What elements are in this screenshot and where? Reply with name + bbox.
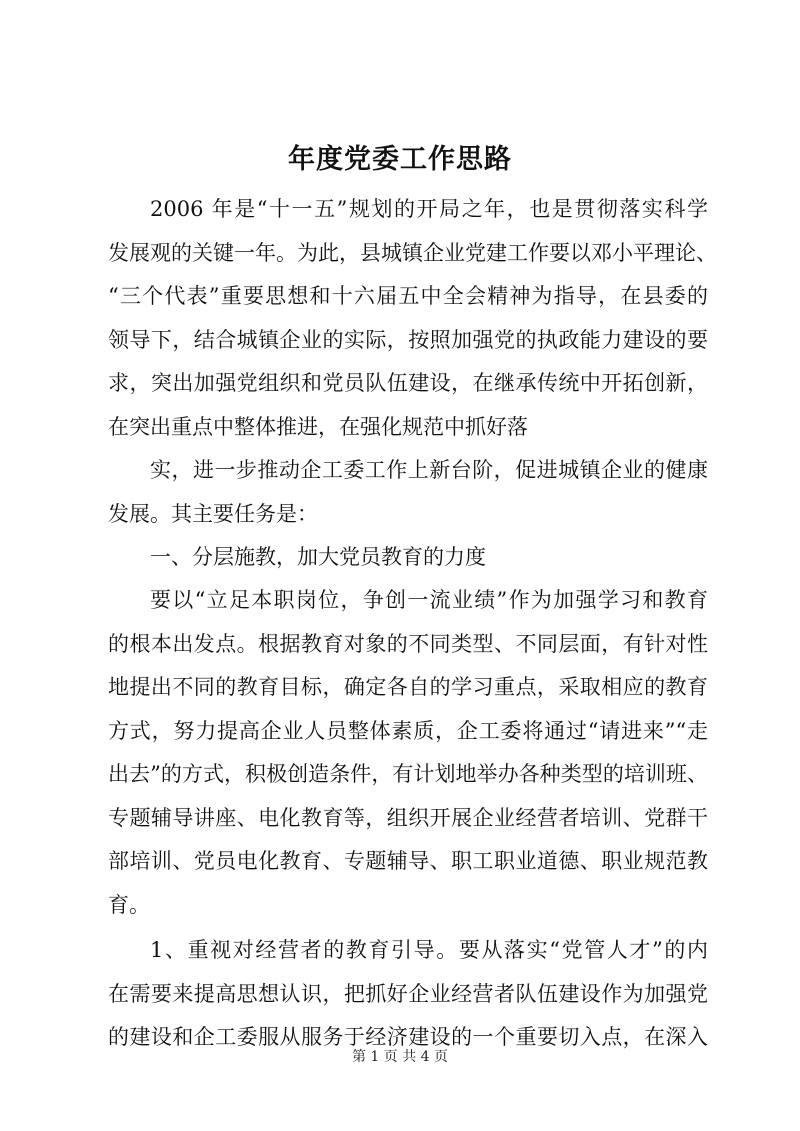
text-line: 在需要来提高思想认识，把抓好企业经营者队伍建设作为加强党 xyxy=(108,982,708,1006)
text-line: 发展。其主要任务是： xyxy=(108,502,318,526)
text-line: 1、重视对经营者的教育引导。要从落实“党管人才”的内 xyxy=(150,938,708,962)
text-line: 专题辅导讲座、电化教育等，组织开展企业经营者培训、党群干 xyxy=(108,806,708,830)
page-number-footer: 第 1 页 共 4 页 xyxy=(351,1049,449,1065)
text-line: 要以“立足本职岗位，争创一流业绩”作为加强学习和教育 xyxy=(150,588,708,612)
text-line: 求，突出加强党组织和党员队伍建设，在继承传统中开拓创新， xyxy=(108,371,708,395)
text-line: 方式，努力提高企业人员整体素质，企工委将通过“请进来”“走 xyxy=(108,719,708,743)
section-heading: 一、分层施教，加大党员教育的力度 xyxy=(150,545,486,569)
text-line: 部培训、党员电化教育、专题辅导、职工职业道德、职业规范教 xyxy=(108,849,708,873)
text-line: 的根本出发点。根据教育对象的不同类型、不同层面，有针对性 xyxy=(108,632,708,656)
text-line: 在突出重点中整体推进，在强化规范中抓好落 xyxy=(108,415,528,439)
text-line: 地提出不同的教育目标，确定各自的学习重点，采取相应的教育 xyxy=(108,675,708,699)
text-line: 出去”的方式，积极创造条件，有计划地举办各种类型的培训班、 xyxy=(108,762,708,786)
text-line: “三个代表”重要思想和十六届五中全会精神为指导，在县委的 xyxy=(108,284,708,308)
text-line: 的建设和企工委服从服务于经济建设的一个重要切入点，在深入 xyxy=(108,1025,708,1049)
document-title: 年度党委工作思路 xyxy=(288,144,512,175)
text-line: 2006 年是“十一五”规划的开局之年，也是贯彻落实科学 xyxy=(150,197,708,221)
text-line: 发展观的关键一年。为此，县城镇企业党建工作要以邓小平理论、 xyxy=(108,241,717,265)
text-line: 实，进一步推动企工委工作上新台阶，促进城镇企业的健康 xyxy=(150,458,708,482)
text-line: 育。 xyxy=(108,893,150,917)
text-line: 领导下，结合城镇企业的实际，按照加强党的执政能力建设的要 xyxy=(108,328,708,352)
